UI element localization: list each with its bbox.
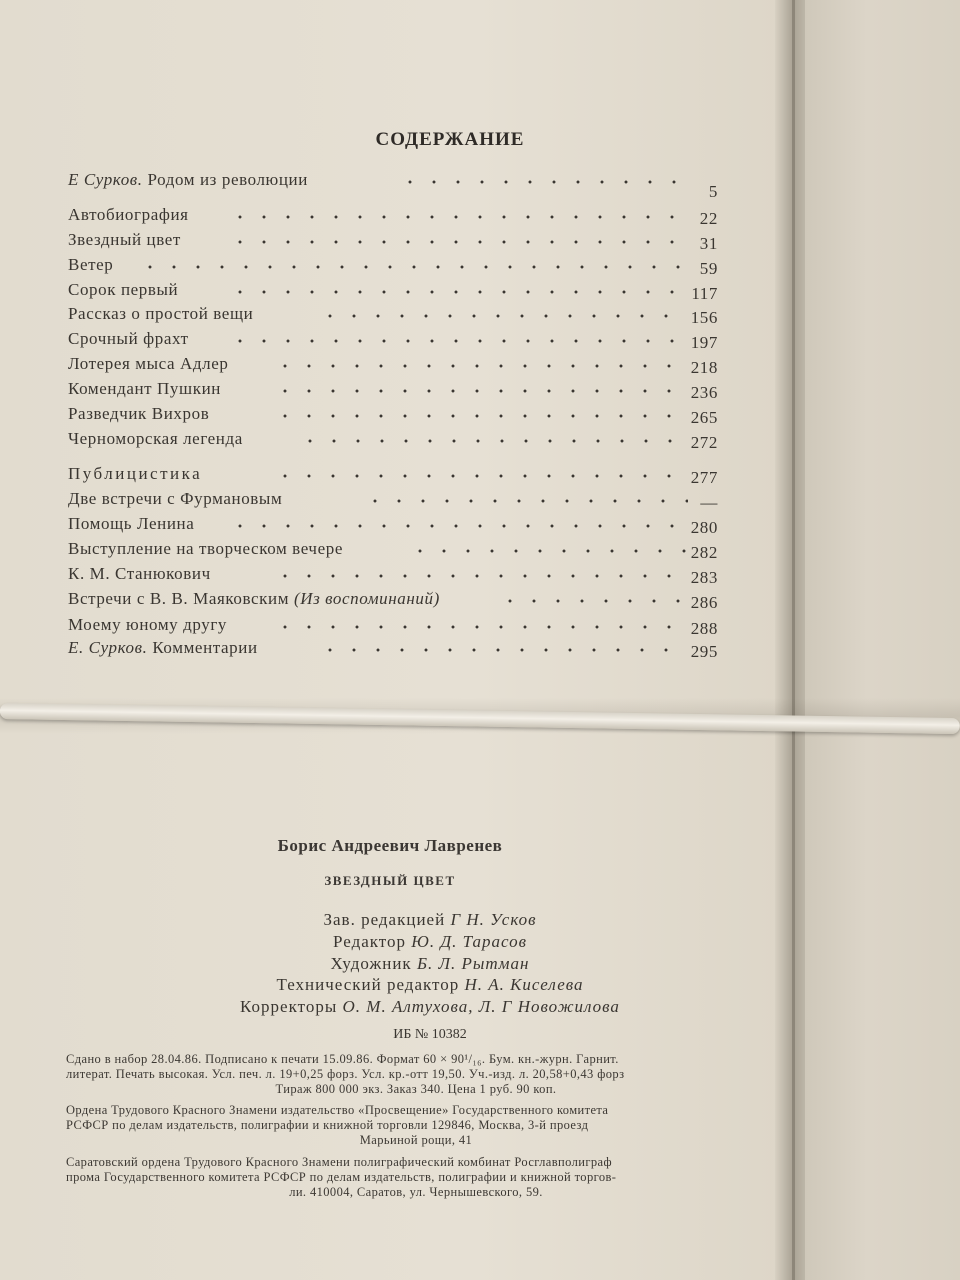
toc-title: СОДЕРЖАНИЕ bbox=[375, 129, 525, 150]
toc-entry bbox=[68, 462, 718, 486]
staff-name: Г Н. Усков bbox=[450, 910, 537, 929]
staff-name: О. М. Алтухова, Л. Г Новожилова bbox=[342, 997, 620, 1016]
staff-name: Ю. Д. Тарасов bbox=[411, 932, 527, 951]
toc-entry-title: Родом из революции bbox=[147, 170, 308, 189]
toc-entry-title: Разведчик Вихров bbox=[68, 404, 210, 423]
right-page bbox=[805, 0, 960, 1280]
toc-entry bbox=[68, 636, 718, 660]
staff-line bbox=[0, 953, 860, 975]
print-details bbox=[66, 1052, 766, 1097]
toc-entry-title: Звездный цвет bbox=[68, 230, 181, 249]
toc-entry bbox=[68, 587, 718, 611]
staff-line bbox=[0, 909, 860, 931]
book-author: Борис Андреевич Лавренев bbox=[277, 836, 503, 855]
toc-entry-page: 5 bbox=[708, 182, 718, 201]
printer-details bbox=[66, 1155, 766, 1200]
toc-entry-note: (Из воспоминаний) bbox=[293, 589, 440, 608]
dot-leader bbox=[498, 587, 688, 611]
dot-leader bbox=[363, 487, 688, 511]
staff-line bbox=[0, 996, 860, 1018]
print-line: Тираж 800 000 экз. Заказ 340. Цена 1 руб. 90 коп. bbox=[275, 1082, 557, 1096]
publisher-line: Ордена Трудового Красного Знамени издательство «Просвещение» Государственного комитета bbox=[66, 1103, 609, 1117]
toc-entry-page: 59 bbox=[699, 259, 718, 278]
toc-entry-title: Срочный фрахт bbox=[68, 329, 189, 348]
printer-line: Саратовский ордена Трудового Красного Знамени полиграфический комбинат Росглавполиграф bbox=[66, 1155, 612, 1169]
dot-leader bbox=[273, 352, 688, 376]
toc-entry-author: Е. Сурков. bbox=[68, 638, 148, 657]
toc-entry-title: Публицистика bbox=[68, 464, 203, 483]
dot-leader bbox=[273, 402, 688, 426]
staff-name: Б. Л. Рытман bbox=[416, 954, 530, 973]
toc-entry-page: 197 bbox=[690, 333, 718, 352]
toc-entry-title: Моему юному другу bbox=[68, 615, 228, 634]
toc-entry-page: 265 bbox=[690, 408, 718, 427]
publisher-line: РСФСР по делам издательств, полиграфии и книжной торговли 129846, Москва, 3-й проезд bbox=[66, 1118, 589, 1132]
toc-entry-page: 22 bbox=[699, 209, 718, 228]
toc-entry-page: 31 bbox=[699, 234, 718, 253]
toc-entry bbox=[68, 537, 718, 561]
printer-line: ли. 410004, Саратов, ул. Чернышевского, 59. bbox=[289, 1185, 543, 1199]
toc-entry-title: Помощь Ленина bbox=[68, 514, 195, 533]
dot-leader bbox=[398, 168, 688, 192]
publisher-details bbox=[66, 1103, 766, 1148]
toc-entry-page: 282 bbox=[690, 543, 718, 562]
toc-entry bbox=[68, 352, 718, 376]
print-line: Сдано в набор 28.04.86. Подписано к печати 15.09.86. Формат 60 × 90¹/₁₆. Бум. кн.-журн. Гарнит. bbox=[66, 1052, 619, 1066]
toc-entry bbox=[68, 562, 718, 586]
staff-role: Редактор bbox=[333, 932, 407, 951]
spine-edge bbox=[792, 0, 795, 1280]
dot-leader bbox=[228, 228, 688, 252]
staff-role: Художник bbox=[330, 954, 412, 973]
dot-leader bbox=[273, 562, 688, 586]
toc-entry-title: Комментарии bbox=[152, 638, 258, 657]
toc-entry-page: 295 bbox=[690, 642, 718, 661]
toc-entry-page: 117 bbox=[691, 284, 718, 303]
dot-leader bbox=[273, 377, 688, 401]
staff-role: Корректоры bbox=[240, 997, 338, 1016]
toc-entry bbox=[68, 203, 718, 227]
toc-entry-title: Сорок первый bbox=[68, 280, 179, 299]
toc-entry bbox=[68, 168, 718, 201]
dot-leader bbox=[138, 253, 688, 277]
publisher-line: Марьиной рощи, 41 bbox=[359, 1133, 473, 1147]
dot-leader bbox=[273, 462, 688, 486]
staff-role: Технический редактор bbox=[276, 975, 460, 994]
dot-leader bbox=[228, 327, 688, 351]
toc-entry-page: 218 bbox=[690, 358, 718, 377]
book-title: ЗВЕЗДНЫЙ ЦВЕТ bbox=[324, 873, 456, 888]
dot-leader bbox=[408, 537, 688, 561]
toc-entry bbox=[68, 253, 718, 277]
toc-entry bbox=[68, 278, 718, 302]
toc-entry-title: Встречи с В. В. Маяковским bbox=[68, 589, 290, 608]
printer-line: прома Государственного комитета РСФСР по делам издательств, полиграфии и книжной торгов- bbox=[66, 1170, 617, 1184]
toc-entry-title: Комендант Пушкин bbox=[68, 379, 221, 398]
dot-leader bbox=[318, 302, 688, 326]
toc-entry-page: 156 bbox=[690, 308, 718, 327]
toc-entry-title: Рассказ о простой вещи bbox=[68, 304, 254, 323]
toc-entry-title: Черноморская легенда bbox=[68, 429, 243, 448]
toc-entry-page: 236 bbox=[690, 383, 718, 402]
toc-entry bbox=[68, 377, 718, 401]
staff-line bbox=[0, 974, 860, 996]
toc-entry bbox=[68, 228, 718, 252]
toc-entry-page: 272 bbox=[690, 433, 718, 452]
dot-leader bbox=[228, 203, 688, 227]
toc-entry-page: 280 bbox=[690, 518, 718, 537]
toc-entry-title: Выступление на творческом вечере bbox=[68, 539, 343, 558]
toc-entry-page: 277 bbox=[690, 468, 718, 487]
book-gutter bbox=[775, 0, 805, 1280]
print-line: литерат. Печать высокая. Усл. печ. л. 19+0,25 форз. Усл. кр.-отт 19,50. Уч.-изд. л. 20,58+0,43 форз bbox=[66, 1067, 625, 1081]
dot-leader bbox=[228, 278, 688, 302]
toc-entry bbox=[68, 427, 718, 451]
staff-name: Н. А. Киселева bbox=[464, 975, 584, 994]
dot-leader bbox=[298, 427, 688, 451]
staff-line bbox=[0, 931, 860, 953]
staff-role: Зав. редакцией bbox=[323, 910, 446, 929]
toc-entry-page: 288 bbox=[690, 619, 718, 638]
toc-entry-title: Две встречи с Фурмановым bbox=[68, 489, 283, 508]
toc-entry-title: Ветер bbox=[68, 255, 114, 274]
toc-entry-author: Е Сурков. bbox=[68, 170, 143, 189]
dot-leader bbox=[318, 636, 688, 660]
toc-entry bbox=[68, 402, 718, 426]
toc-entry bbox=[68, 327, 718, 351]
toc-entry-page: — bbox=[700, 493, 718, 512]
toc-entry bbox=[68, 613, 718, 637]
ib-number: ИБ № 10382 bbox=[393, 1027, 467, 1042]
toc-entry-title: К. М. Станюкович bbox=[68, 564, 211, 583]
toc-entry bbox=[68, 512, 718, 536]
toc-entry bbox=[68, 302, 718, 326]
toc-entry-title: Лотерея мыса Адлер bbox=[68, 354, 229, 373]
toc-entry-title: Автобиография bbox=[68, 205, 189, 224]
dot-leader bbox=[228, 512, 688, 536]
toc-entry-page: 286 bbox=[690, 593, 718, 612]
toc-entry-page: 283 bbox=[690, 568, 718, 587]
toc-entry bbox=[68, 487, 718, 511]
dot-leader bbox=[273, 613, 688, 637]
